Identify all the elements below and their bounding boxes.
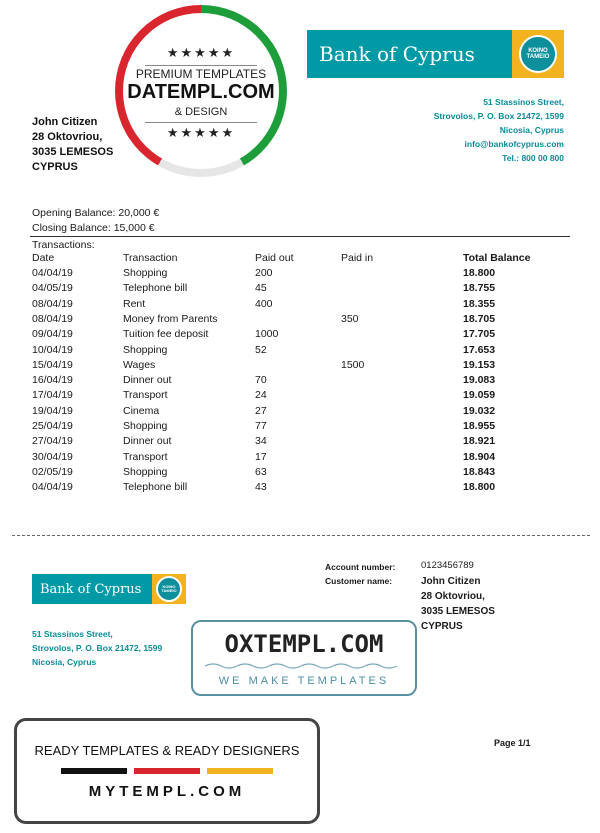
color-bar-black — [61, 768, 127, 774]
cell-paid-out: 63 — [255, 465, 267, 478]
slip-bank-address — [32, 627, 162, 669]
cell-transaction: Shopping — [123, 267, 168, 279]
cell-paid-out: 34 — [255, 435, 267, 448]
cell-total-balance: 18.955 — [463, 420, 496, 432]
customer-city: 3035 LEMESOS — [32, 146, 114, 158]
cell-date: 08/04/19 — [32, 312, 73, 325]
page-number: Page 1/1 — [494, 738, 531, 748]
cell-total-balance: 18.800 — [463, 481, 496, 494]
bank-badge — [512, 30, 564, 78]
stamp-stars-top: ★★★★★ — [166, 45, 236, 60]
cell-transaction: Rent — [123, 297, 146, 310]
customer-address — [32, 115, 113, 175]
cell-transaction: Dinner out — [123, 374, 172, 387]
mytempl-title: READY TEMPLATES & READY DESIGNERS — [34, 743, 300, 758]
cell-paid-in: 350 — [341, 312, 359, 325]
cell-total-balance: 18.904 — [463, 450, 496, 463]
cell-transaction: Transport — [123, 450, 168, 463]
stamp-datempl: DATEMPL.COM — [127, 81, 275, 103]
customer-name-label: Customer name: — [325, 576, 393, 586]
cell-date: 17/04/19 — [32, 389, 73, 402]
cell-total-balance: 18.705 — [463, 312, 496, 325]
divider-line — [30, 236, 570, 237]
address-line: Tel.: 800 00 800 — [502, 153, 564, 163]
header-transaction: Transaction — [123, 252, 178, 264]
cell-paid-out: 1000 — [255, 328, 279, 341]
cell-paid-out: 77 — [255, 420, 267, 432]
cell-paid-out: 17 — [255, 450, 267, 463]
slip-customer-name: John Citizen — [421, 576, 481, 587]
oxtempl-subtitle: WE MAKE TEMPLATES — [218, 675, 390, 687]
tear-off-divider — [12, 535, 590, 536]
cell-paid-out: 400 — [255, 297, 273, 310]
color-bar-red — [134, 768, 200, 774]
mytempl-subtitle: MYTEMPL.COM — [88, 783, 246, 800]
cell-date: 16/04/19 — [32, 374, 73, 387]
slip-customer — [421, 574, 495, 634]
customer-country: CYPRUS — [32, 161, 78, 173]
mytempl-watermark — [14, 718, 320, 824]
cell-date: 02/05/19 — [32, 465, 73, 478]
cell-total-balance: 19.032 — [463, 404, 496, 417]
bank-address — [434, 95, 564, 165]
cell-total-balance: 19.083 — [463, 374, 496, 387]
address-line: 51 Stassinos Street, — [32, 629, 113, 639]
stamp-premium-templates: PREMIUM TEMPLATES — [135, 67, 267, 81]
color-bar-gold — [207, 768, 273, 774]
stamp-stars-bottom: ★★★★★ — [166, 125, 236, 140]
bank-name: Bank of Cyprus — [319, 42, 475, 66]
cell-transaction: Cinema — [123, 404, 160, 417]
cell-paid-out: 70 — [255, 374, 267, 387]
cell-total-balance: 19.153 — [463, 358, 496, 371]
slip-customer-country: CYPRUS — [421, 621, 463, 632]
cell-paid-out: 27 — [255, 404, 267, 417]
cell-transaction: Tuition fee deposit — [123, 328, 209, 341]
opening-balance: Opening Balance: 20,000 € — [32, 207, 160, 219]
header-paid-out: Paid out — [255, 252, 294, 264]
cell-transaction: Dinner out — [123, 435, 172, 448]
cell-date: 04/04/19 — [32, 481, 73, 494]
stamp-divider — [145, 65, 257, 66]
slip-customer-street: 28 Oktovriou, — [421, 591, 485, 602]
account-number-value: 0123456789 — [421, 560, 474, 571]
stamp-divider — [145, 122, 257, 123]
wave-icon — [205, 662, 403, 670]
cell-transaction: Shopping — [123, 465, 168, 478]
slip-bank-logo — [32, 574, 186, 604]
stamp-design: & DESIGN — [174, 106, 228, 118]
bank-emblem-icon: ΚΟΙΝΟ ΤΑΜΕΙΟ — [519, 35, 557, 73]
address-line: Nicosia, Cyprus — [32, 657, 97, 667]
bank-logo — [307, 30, 564, 78]
cell-total-balance: 17.653 — [463, 343, 496, 356]
header-date: Date — [32, 252, 55, 264]
cell-total-balance: 18.755 — [463, 282, 496, 295]
cell-date: 15/04/19 — [32, 358, 73, 371]
cell-paid-out: 24 — [255, 389, 267, 402]
slip-labels — [325, 560, 395, 588]
cell-date: 25/04/19 — [32, 420, 73, 432]
cell-date: 04/05/19 — [32, 282, 73, 295]
cell-total-balance: 17.705 — [463, 328, 496, 341]
cell-total-balance: 19.059 — [463, 389, 496, 402]
cell-total-balance: 18.921 — [463, 435, 496, 448]
address-line: Strovolos, P. O. Box 21472, 1599 — [433, 111, 564, 121]
slip-bank-name: Bank of Cyprus — [40, 581, 142, 597]
cell-transaction: Transport — [123, 389, 168, 402]
bank-emblem-icon: ΚΟΙΝΟ ΤΑΜΕΙΟ — [156, 576, 182, 602]
account-number-label: Account number: — [325, 562, 396, 572]
address-line: 51 Stassinos Street, — [483, 97, 564, 107]
cell-transaction: Money from Parents — [123, 312, 218, 325]
datempl-watermark-stamp — [115, 5, 287, 177]
cell-date: 30/04/19 — [32, 450, 73, 463]
cell-date: 19/04/19 — [32, 404, 73, 417]
cell-paid-out: 43 — [255, 481, 267, 494]
header-total-balance: Total Balance — [463, 252, 531, 264]
cell-total-balance: 18.843 — [463, 465, 496, 478]
header-paid-in: Paid in — [341, 252, 374, 264]
slip-bank-badge — [152, 574, 186, 604]
cell-transaction: Shopping — [123, 420, 168, 432]
transactions-label: Transactions: — [32, 239, 95, 251]
cell-date: 10/04/19 — [32, 343, 73, 356]
customer-name: John Citizen — [32, 116, 98, 128]
cell-paid-out: 45 — [255, 282, 267, 295]
cell-date: 08/04/19 — [32, 297, 73, 310]
cell-transaction: Wages — [123, 358, 156, 371]
cell-transaction: Telephone bill — [123, 481, 188, 494]
cell-total-balance: 18.355 — [463, 297, 496, 310]
cell-date: 27/04/19 — [32, 435, 73, 448]
cell-date: 09/04/19 — [32, 328, 73, 341]
address-line: Nicosia, Cyprus — [499, 125, 564, 135]
cell-paid-out: 200 — [255, 267, 273, 279]
cell-paid-out: 52 — [255, 343, 267, 356]
address-line: Strovolos, P. O. Box 21472, 1599 — [32, 643, 163, 653]
closing-balance: Closing Balance: 15,000 € — [32, 222, 155, 234]
cell-paid-in: 1500 — [341, 358, 365, 371]
customer-street: 28 Oktovriou, — [32, 131, 103, 143]
slip-customer-city: 3035 LEMESOS — [421, 606, 495, 617]
cell-total-balance: 18.800 — [463, 267, 496, 279]
cell-transaction: Telephone bill — [123, 282, 188, 295]
oxtempl-title: OXTEMPL.COM — [224, 630, 384, 658]
cell-date: 04/04/19 — [32, 267, 73, 279]
cell-transaction: Shopping — [123, 343, 168, 356]
address-line: info@bankofcyprus.com — [464, 139, 564, 149]
oxtempl-watermark — [191, 620, 417, 696]
